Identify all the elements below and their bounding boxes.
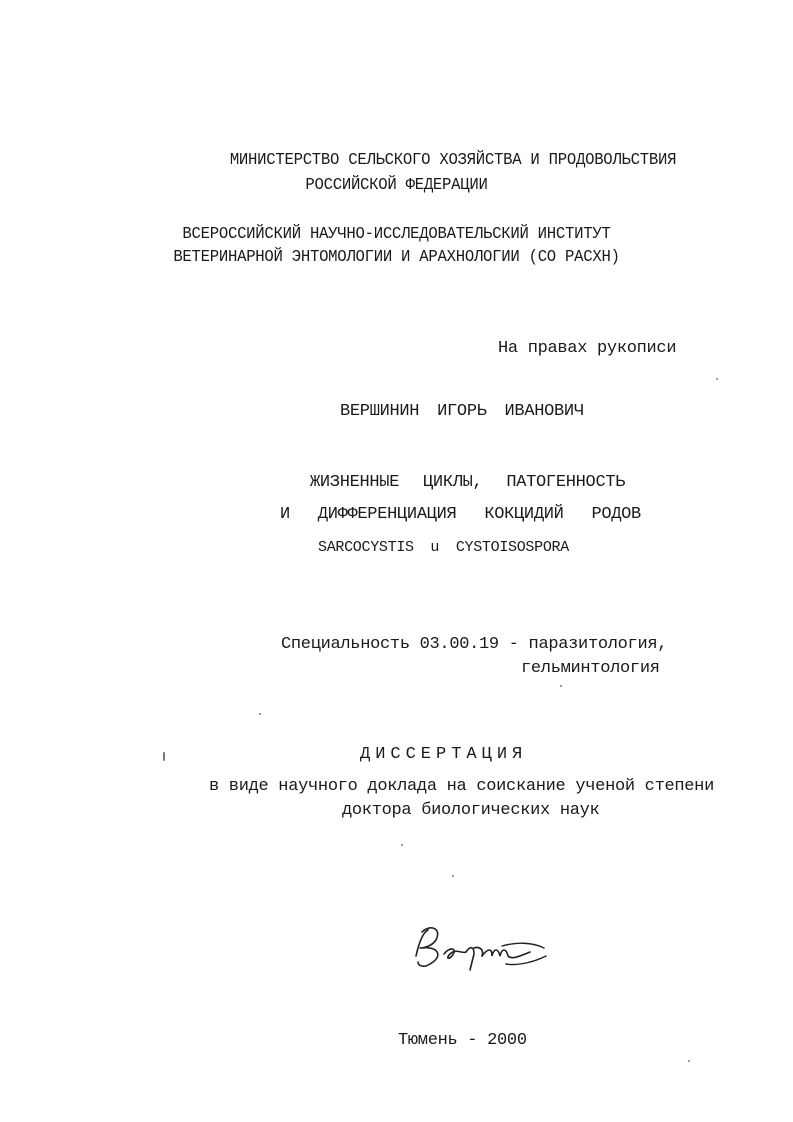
degree-description-line2: доктора биологических наук [342, 801, 600, 820]
degree-description-line1: в виде научного доклада на соискание ученой степени [209, 777, 714, 796]
scan-speck [163, 752, 165, 761]
manuscript-rights-note: На правах рукописи [498, 339, 677, 358]
dissertation-title-line2: И ДИФФЕРЕНЦИАЦИЯ КОКЦИДИЙ РОДОВ [280, 505, 641, 524]
ministry-name-line1: МИНИСТЕРСТВО СЕЛЬСКОГО ХОЗЯЙСТВА И ПРОДОВОЛЬСТВИЯ [229, 151, 677, 170]
dissertation-title-line1: ЖИЗНЕННЫЕ ЦИКЛЫ, ПАТОГЕННОСТЬ [310, 473, 626, 492]
institute-name-line1: ВСЕРОССИЙСКИЙ НАУЧНО-ИССЛЕДОВАТЕЛЬСКИЙ ИНСТИТУТ [182, 225, 611, 244]
specialty-line2: гельминтология [521, 659, 660, 678]
document-type: ДИССЕРТАЦИЯ [360, 745, 528, 764]
scan-speck [259, 713, 261, 715]
place-and-year: Тюмень - 2000 [398, 1031, 527, 1050]
scan-speck [688, 1060, 690, 1062]
author-name: ВЕРШИНИН ИГОРЬ ИВАНОВИЧ [340, 402, 584, 421]
institute-name-line2: ВЕТЕРИНАРНОЙ ЭНТОМОЛОГИИ И АРАХНОЛОГИИ (СО РАСХН) [173, 248, 620, 267]
scan-speck [716, 378, 718, 380]
specialty-line1: Специальность 03.00.19 - паразитология, [281, 635, 668, 654]
author-signature [408, 918, 558, 978]
scan-speck [401, 844, 403, 846]
scan-speck [452, 875, 454, 877]
dissertation-title-line3: SARCOCYSTIS u CYSTOISOSPORA [318, 539, 569, 556]
scan-speck [560, 685, 562, 687]
ministry-name-line2: РОССИЙСКОЙ ФЕДЕРАЦИИ [305, 176, 488, 195]
